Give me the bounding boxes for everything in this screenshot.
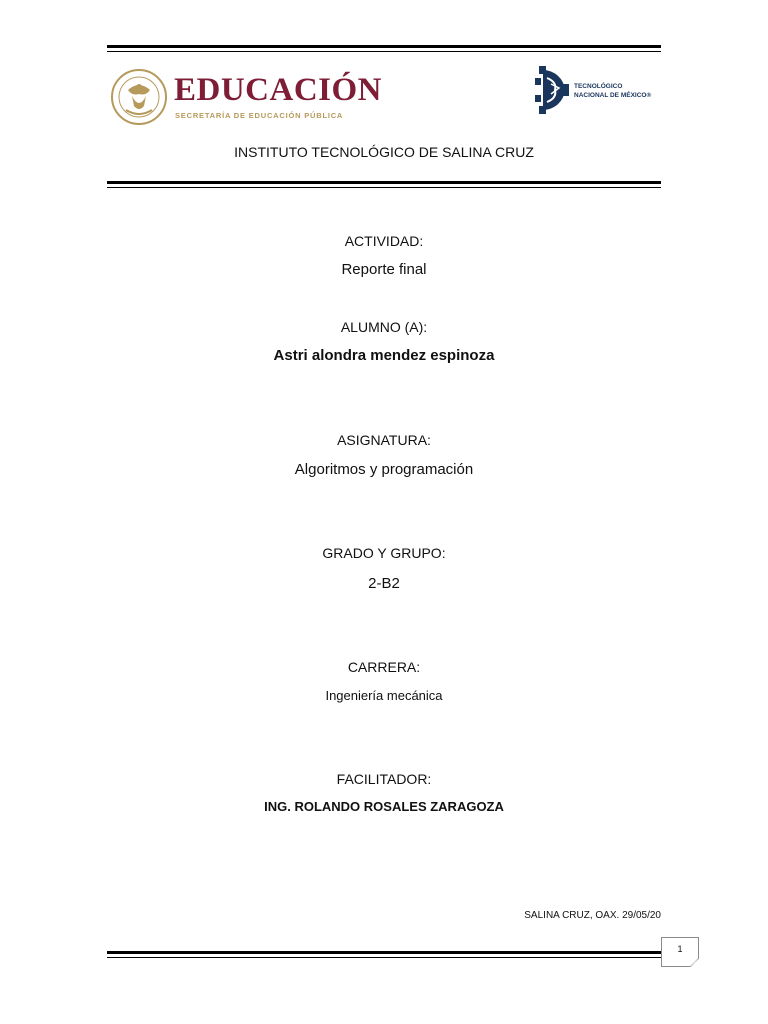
career-value: Ingeniería mecánica xyxy=(325,688,443,703)
student-value: Astri alondra mendez espinoza xyxy=(273,347,495,364)
group-value: 2-B2 xyxy=(368,575,400,592)
tnm-text xyxy=(574,82,651,100)
page-number-box xyxy=(661,937,699,967)
institute-name: INSTITUTO TECNOLÓGICO DE SALINA CRUZ xyxy=(234,144,534,160)
footer-rule xyxy=(107,951,661,958)
mexican-eagle-seal-icon xyxy=(110,66,168,128)
sep-title: EDUCACIÓN xyxy=(174,72,383,108)
page-curl-icon xyxy=(690,958,699,967)
tnm-gear-logo-icon xyxy=(535,64,571,116)
place-date: SALINA CRUZ, OAX. 29/05/20 xyxy=(524,910,661,921)
activity-value: Reporte final xyxy=(341,261,427,278)
page-number: 1 xyxy=(677,944,683,954)
subject-value: Algoritmos y programación xyxy=(294,461,474,478)
header-bottom-rule xyxy=(107,181,661,188)
activity-label: ACTIVIDAD: xyxy=(344,233,424,249)
career-label: CARRERA: xyxy=(347,659,421,675)
sep-logo xyxy=(110,66,383,130)
group-label: GRADO Y GRUPO: xyxy=(322,545,446,561)
teacher-label: FACILITADOR: xyxy=(336,771,432,787)
subject-label: ASIGNATURA: xyxy=(337,432,431,448)
tnm-logo xyxy=(535,64,655,118)
tnm-line-1: TECNOLÓGICO xyxy=(574,83,623,90)
teacher-value: ING. ROLANDO ROSALES ZARAGOZA xyxy=(264,799,504,814)
tnm-line-2: NACIONAL DE MÉXICO® xyxy=(574,92,652,99)
header-top-rule xyxy=(107,45,661,52)
sep-subtitle: SECRETARÍA DE EDUCACIÓN PÚBLICA xyxy=(175,111,344,120)
student-label: ALUMNO (A): xyxy=(340,319,428,335)
